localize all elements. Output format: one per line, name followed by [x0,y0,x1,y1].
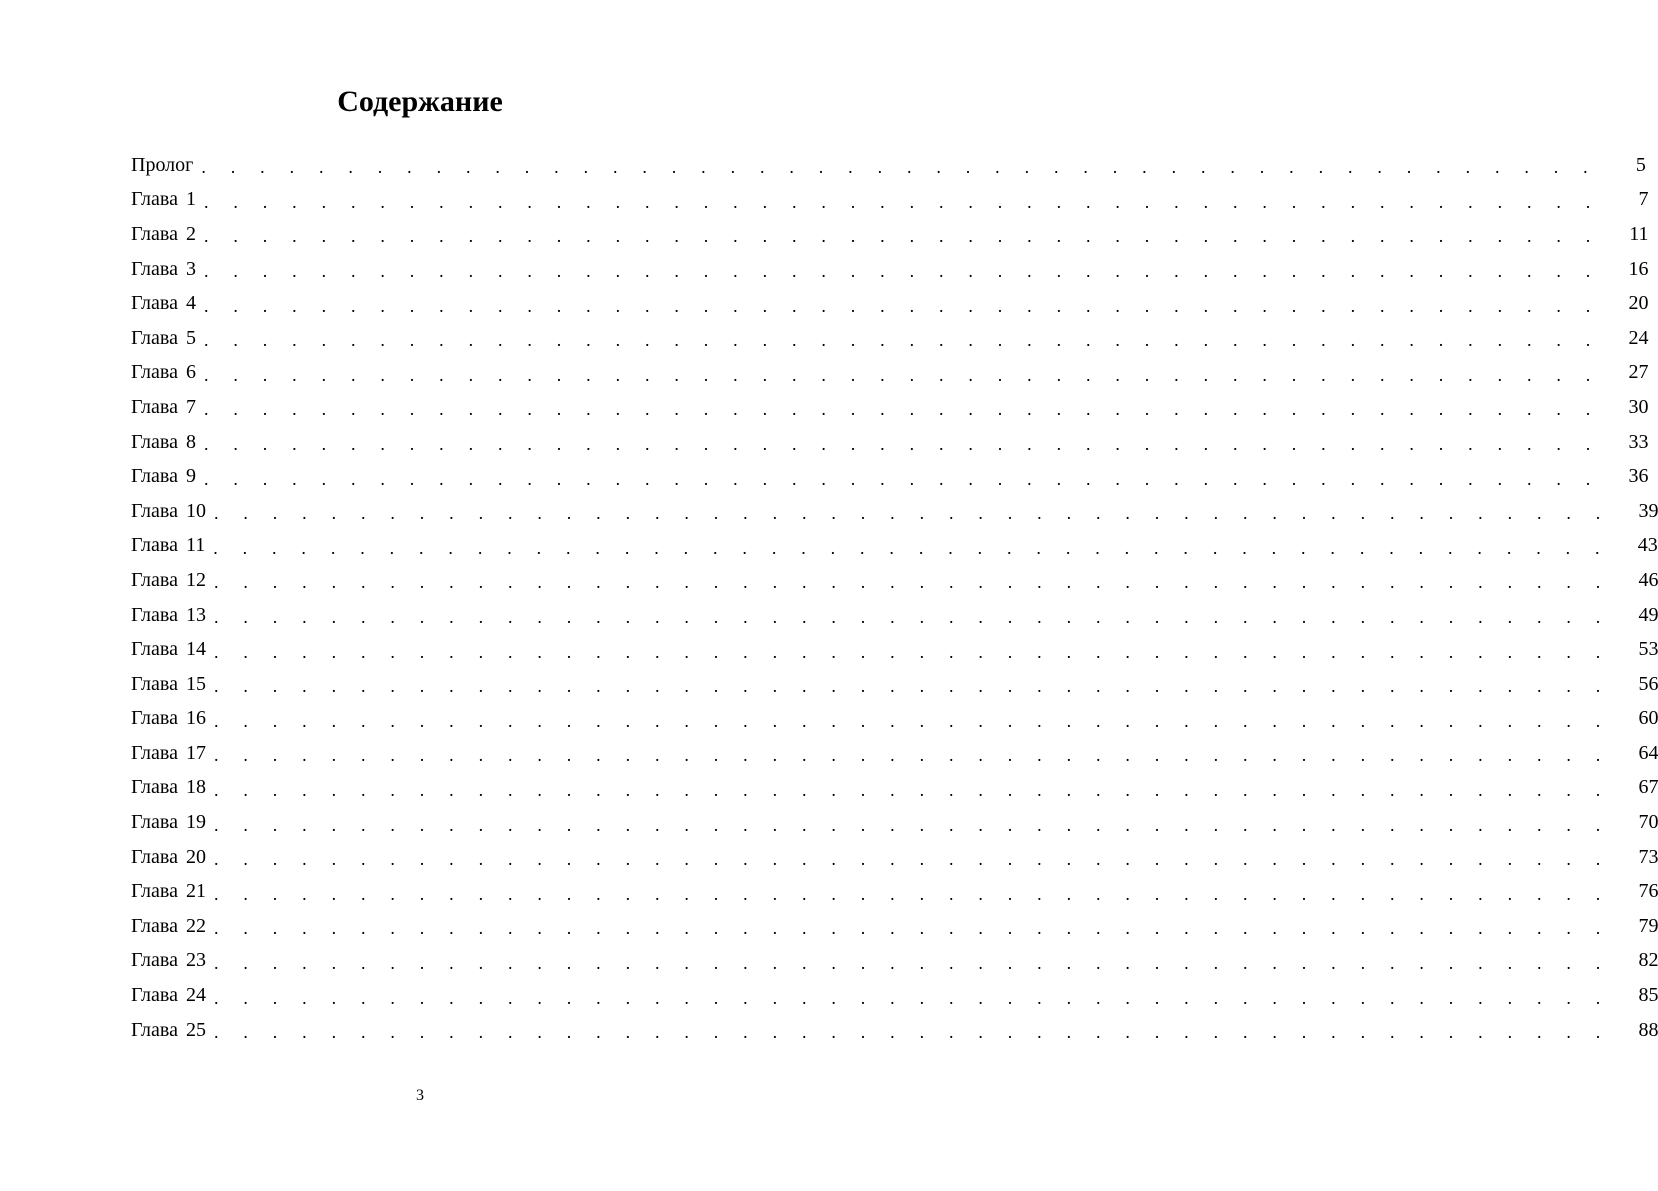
toc-entry-page-number: 33 [1600,431,1648,454]
toc-entry[interactable] [131,356,1649,391]
toc-dot-leader: . . . . . . . . . . . . . . . . . . . . . . . . . . . . . . . . . . . . . . . . . . . . . . . . [213,745,1611,766]
toc-entry[interactable] [131,598,1658,633]
toc-entry[interactable] [131,529,1658,564]
toc-entry-page-number: 39 [1610,500,1658,523]
toc-entry[interactable] [131,771,1658,806]
toc-entry-page-number: 16 [1600,258,1648,281]
toc-entry[interactable] [131,321,1649,356]
toc-dot-leader: . . . . . . . . . . . . . . . . . . . . . . . . . . . . . . . . . . . . . . . . . . . . . . . . [201,157,1598,178]
toc-dot-leader: . . . . . . . . . . . . . . . . . . . . . . . . . . . . . . . . . . . . . . . . . . . . . . . . [203,295,1601,316]
toc-dot-leader: . . . . . . . . . . . . . . . . . . . . . . . . . . . . . . . . . . . . . . . . . . . . . . . . [213,676,1611,697]
toc-entry-page-number: 27 [1600,361,1648,384]
toc-entry[interactable] [131,702,1658,737]
toc-entry[interactable] [131,148,1646,183]
toc-entry-label: Глава 10 [131,500,214,523]
toc-dot-leader: . . . . . . . . . . . . . . . . . . . . . . . . . . . . . . . . . . . . . . . . . . . . . . . . [203,434,1601,455]
toc-entry-label: Глава 19 [131,811,214,834]
toc-entry[interactable] [131,874,1658,909]
toc-entry[interactable] [131,805,1658,840]
toc-dot-leader: . . . . . . . . . . . . . . . . . . . . . . . . . . . . . . . . . . . . . . . . . . . . . . . . [213,814,1611,835]
toc-entry-page-number: 46 [1610,569,1658,592]
toc-entry-label: Глава 16 [131,707,214,730]
toc-entry[interactable] [131,459,1649,494]
toc-entry[interactable] [131,840,1658,875]
toc-dot-leader: . . . . . . . . . . . . . . . . . . . . . . . . . . . . . . . . . . . . . . . . . . . . . . . . [203,330,1601,351]
toc-entry-label: Глава 20 [131,846,214,869]
toc-entry-label: Глава 14 [131,638,214,661]
toc-entry[interactable] [131,183,1649,218]
toc-entry-page-number: 53 [1610,638,1658,661]
table-of-contents [131,148,1658,1047]
toc-dot-leader: . . . . . . . . . . . . . . . . . . . . . . . . . . . . . . . . . . . . . . . . . . . . . . . . [203,399,1601,420]
toc-dot-leader: . . . . . . . . . . . . . . . . . . . . . . . . . . . . . . . . . . . . . . . . . . . . . . . . [213,987,1611,1008]
toc-entry[interactable] [131,390,1649,425]
toc-entry-label: Пролог [131,154,201,177]
toc-entry-label: Глава 23 [131,949,214,972]
toc-entry-page-number: 76 [1610,880,1658,903]
toc-dot-leader: . . . . . . . . . . . . . . . . . . . . . . . . . . . . . . . . . . . . . . . . . . . . . . . . [203,191,1601,212]
toc-entry-page-number: 30 [1600,396,1648,419]
toc-dot-leader: . . . . . . . . . . . . . . . . . . . . . . . . . . . . . . . . . . . . . . . . . . . . . . . . [213,918,1611,939]
toc-entry-page-number: 24 [1600,327,1648,350]
toc-entry-label: Глава 21 [131,880,214,903]
toc-entry-label: Глава 8 [131,431,204,454]
toc-entry-label: Глава 6 [131,361,204,384]
toc-entry-label: Глава 9 [131,465,204,488]
toc-entry[interactable] [131,632,1658,667]
toc-entry-page-number: 36 [1600,465,1648,488]
toc-entry-label: Глава 5 [131,327,204,350]
toc-dot-leader: . . . . . . . . . . . . . . . . . . . . . . . . . . . . . . . . . . . . . . . . . . . . . . . . [213,849,1611,870]
toc-entry-page-number: 70 [1610,811,1658,834]
toc-entry-page-number: 82 [1610,949,1658,972]
toc-entry-label: Глава 25 [131,1019,214,1042]
toc-entry[interactable] [131,667,1658,702]
toc-entry-page-number: 64 [1610,742,1658,765]
page-title: Содержание [337,85,503,118]
toc-dot-leader: . . . . . . . . . . . . . . . . . . . . . . . . . . . . . . . . . . . . . . . . . . . . . . . . [213,952,1611,973]
toc-entry-page-number: 5 [1598,154,1646,177]
toc-dot-leader: . . . . . . . . . . . . . . . . . . . . . . . . . . . . . . . . . . . . . . . . . . . . . . . . [213,607,1611,628]
toc-entry-label: Глава 7 [131,396,204,419]
toc-dot-leader: . . . . . . . . . . . . . . . . . . . . . . . . . . . . . . . . . . . . . . . . . . . . . . . . [213,710,1611,731]
toc-entry-label: Глава 4 [131,292,204,315]
toc-entry-page-number: 7 [1600,188,1648,211]
toc-entry[interactable] [131,563,1658,598]
toc-dot-leader: . . . . . . . . . . . . . . . . . . . . . . . . . . . . . . . . . . . . . . . . . . . . . . . . [203,226,1601,247]
toc-entry-label: Глава 24 [131,984,214,1007]
toc-dot-leader: . . . . . . . . . . . . . . . . . . . . . . . . . . . . . . . . . . . . . . . . . . . . . . . . [213,537,1610,558]
toc-entry-label: Глава 22 [131,915,214,938]
toc-entry[interactable] [131,736,1658,771]
toc-dot-leader: . . . . . . . . . . . . . . . . . . . . . . . . . . . . . . . . . . . . . . . . . . . . . . . . [203,261,1601,282]
toc-dot-leader: . . . . . . . . . . . . . . . . . . . . . . . . . . . . . . . . . . . . . . . . . . . . . . . . [213,503,1611,524]
toc-dot-leader: . . . . . . . . . . . . . . . . . . . . . . . . . . . . . . . . . . . . . . . . . . . . . . . . [213,779,1611,800]
toc-entry[interactable] [131,909,1658,944]
toc-entry-label: Глава 12 [131,569,214,592]
toc-entry[interactable] [131,944,1658,979]
toc-dot-leader: . . . . . . . . . . . . . . . . . . . . . . . . . . . . . . . . . . . . . . . . . . . . . . . . [213,1022,1611,1043]
toc-entry-page-number: 85 [1610,984,1658,1007]
toc-entry-label: Глава 13 [131,604,214,627]
toc-dot-leader: . . . . . . . . . . . . . . . . . . . . . . . . . . . . . . . . . . . . . . . . . . . . . . . . [213,572,1611,593]
toc-entry-label: Глава 3 [131,258,204,281]
toc-entry-label: Глава 15 [131,673,214,696]
toc-entry-page-number: 88 [1610,1019,1658,1042]
toc-entry[interactable] [131,217,1649,252]
toc-entry[interactable] [131,252,1649,287]
toc-entry-label: Глава 11 [131,534,213,557]
page-number: 3 [416,1087,424,1104]
toc-dot-leader: . . . . . . . . . . . . . . . . . . . . . . . . . . . . . . . . . . . . . . . . . . . . . . . . [203,364,1601,385]
toc-entry-page-number: 60 [1610,707,1658,730]
toc-entry-label: Глава 18 [131,776,214,799]
toc-entry-page-number: 79 [1610,915,1658,938]
toc-entry-label: Глава 17 [131,742,214,765]
toc-entry[interactable] [131,978,1658,1013]
toc-entry-label: Глава 2 [131,223,204,246]
toc-entry-page-number: 49 [1610,604,1658,627]
toc-dot-leader: . . . . . . . . . . . . . . . . . . . . . . . . . . . . . . . . . . . . . . . . . . . . . . . . [203,468,1601,489]
toc-dot-leader: . . . . . . . . . . . . . . . . . . . . . . . . . . . . . . . . . . . . . . . . . . . . . . . . [213,883,1611,904]
toc-entry-page-number: 73 [1610,846,1658,869]
toc-entry-page-number: 20 [1600,292,1648,315]
toc-entry[interactable] [131,1013,1658,1048]
toc-entry-page-number: 56 [1610,673,1658,696]
toc-entry[interactable] [131,494,1658,529]
toc-entry-page-number: 67 [1610,776,1658,799]
toc-entry[interactable] [131,425,1649,460]
toc-dot-leader: . . . . . . . . . . . . . . . . . . . . . . . . . . . . . . . . . . . . . . . . . . . . . . . . [213,641,1611,662]
toc-entry-label: Глава 1 [131,188,204,211]
toc-entry-page-number: 11 [1600,223,1648,246]
toc-entry-page-number: 43 [1610,534,1658,557]
toc-entry[interactable] [131,286,1649,321]
